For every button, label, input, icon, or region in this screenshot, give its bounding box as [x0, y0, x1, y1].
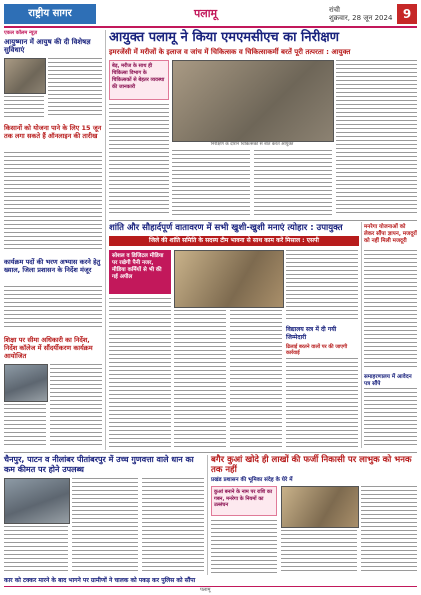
left-story1-headline: आयुष्मान में आयुष की दी विशेषज्ञ सुविधाएं [4, 38, 91, 54]
lead-body-col2 [172, 150, 250, 216]
peace-headline: शांति और सौहार्दपूर्ण वातावरण में सभी खुशी-खुशी मनाएं त्योहार : उपायुक्त [109, 223, 343, 233]
edition-meta [329, 6, 392, 22]
brand-logo: राष्ट्रीय सागर [4, 4, 96, 24]
lead-headline: आयुक्त पलामू ने किया एमएमसीएच का निरीक्षण [109, 30, 340, 45]
left-story1-photo [4, 58, 46, 94]
peace-photo [174, 250, 284, 308]
right-story1-body [364, 250, 417, 370]
lead-pull-quote: बेड़, मरीज के साथ ही चिकित्सा विभाग के चिकित्सकों से बेहतर व्यवस्था की जानकारी [109, 60, 169, 100]
left-story1-body [48, 58, 102, 118]
paddy-headline: चैनपुर, पाटन व नीलांबर पीतांबरपुर में उच्च गुणवत्ता वाले धान का कम कीमत पर होने उपलब्ध [4, 455, 194, 474]
well-photo [281, 486, 359, 528]
paddy-divider [4, 452, 417, 453]
middle-right-body [286, 250, 358, 320]
peace-caption-box: सोशल व डिजिटल मीडिया पर रखेगी पैनी नजर, मीडिया कर्मियों से भी की गई अपील [109, 250, 171, 294]
page-number: 9 [397, 4, 417, 24]
well-body-col3 [361, 486, 417, 574]
peace-divider [109, 220, 417, 221]
lead-photo-caption: निरीक्षण के दौरान चिकित्सकों से बात करते आयुक्त [210, 142, 294, 147]
well-body-col2 [281, 530, 357, 574]
lead-photo [172, 60, 334, 142]
column-divider [105, 30, 106, 450]
left-story3-body [4, 286, 102, 330]
lead-subheadline: इमरजेंसी में मरीजों के इलाज व जांच में चिकित्सक व चिकित्साकर्मी बरतें पूरी तत्परता : आयुक्त [109, 48, 351, 56]
peace-body-col1 [109, 298, 171, 448]
left-story3-headline: कार्यक्रम पदों की भरण अभ्यास करने हेतु ख्याल, जिला प्रशासन के निर्देश मंजूर [4, 258, 101, 274]
school-headline: विद्यालय सत्र में दी गयी जिम्मेदारी [286, 326, 337, 341]
bottom-headline: कार को टक्कर मारने के बाद भागने पर ग्रामीणों ने चालक को पकड़ कर पुलिस को सौंपा [4, 577, 196, 584]
right-story2-headline: समाहरणालय में आवेदन पत्र सौंपे [364, 374, 412, 387]
right-story2-body [364, 388, 417, 448]
school-subheadline: ढिलाई बरतने वालों पर की जाएगी कार्रवाई [286, 344, 348, 356]
well-divider [207, 455, 208, 575]
left-story4-body-2 [4, 404, 46, 448]
paddy-body-col1 [72, 478, 138, 574]
left-story2-headline: किसानों को योजना पाने के लिए 15 जून तक लगा सकते हैं ऑनलाइन की तारीख [4, 124, 102, 140]
well-subheadline: प्रखंड प्रशासन की भूमिका संदेह के घेरे में [211, 477, 293, 483]
left-story2-body [4, 152, 102, 252]
left-story1-body-2 [4, 96, 44, 118]
right-column-divider [361, 222, 362, 448]
school-body [286, 358, 358, 448]
peace-body-col2 [174, 310, 226, 448]
left-story4-photo [4, 364, 48, 402]
peace-body-col3 [230, 310, 282, 448]
paddy-photo [4, 478, 70, 524]
lead-body-col4 [336, 60, 417, 216]
edition-date: शुक्रवार, 28 जून 2024 [329, 14, 393, 22]
lead-body-col1 [109, 104, 169, 216]
well-callout: कुआं बनाने के नाम पर राशि का गबन, मनरेगा के नियमों का उल्लंघन [211, 486, 277, 516]
well-headline: बगैर कुआं खोदे ही लाखों की फर्जी निकासी पर लाभुक को भनक तक नहीं [211, 455, 412, 475]
left-column-label: एकल कॉलम न्यूज़ [4, 30, 38, 36]
peace-subheadline: जिले की शांति समिति के सदस्य टीम भावना से साथ काम करें मिसाल : एसपी [109, 236, 359, 246]
left-column [4, 30, 102, 450]
left-story4-body [50, 364, 102, 448]
paddy-body-col0 [4, 526, 68, 574]
left-story4-headline: शिक्षा पर सीमा अधिकारी का निर्देश, निर्देश कॉलेज में सौंदर्यीकरण कार्यक्रम आयोजित [4, 336, 93, 360]
footer-credit: पलामू [200, 587, 211, 593]
paddy-body-col2 [142, 478, 204, 574]
well-body-col1 [211, 520, 277, 574]
right-story1-headline: मनरेगा योजनाओं को लेकर सौंपा ज्ञापन, मजदूरों को नहीं मिली मजदूरी [364, 224, 417, 244]
masthead-rule [4, 26, 417, 28]
masthead [4, 4, 417, 24]
lead-body-col3 [254, 150, 332, 216]
section-title: पलामू [194, 7, 218, 20]
edition-city: रांची [329, 6, 340, 14]
